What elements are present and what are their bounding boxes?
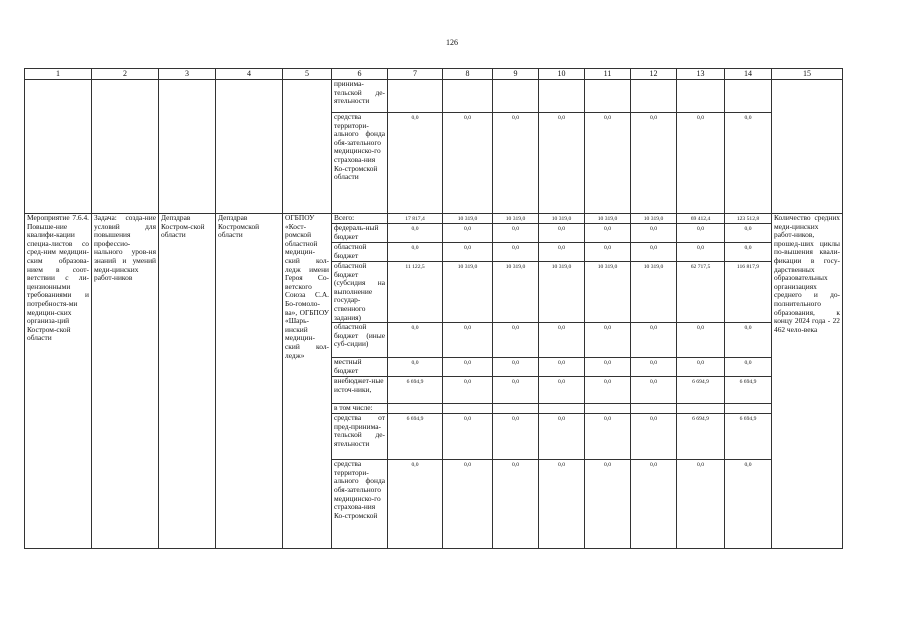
- amount-cell: 0,0: [493, 358, 539, 377]
- amount-cell: 0,0: [493, 414, 539, 460]
- amount-cell: 0,0: [725, 358, 772, 377]
- empty-cell: [25, 80, 92, 214]
- amount-cell: [539, 404, 585, 414]
- amount-cell: 116 817,9: [725, 262, 772, 323]
- funding-source-label: средства от пред-принима-тельской де-ятельности: [332, 414, 388, 460]
- participants: ОГБПОУ «Кост-ромской областной медицин-ский кол-ледж имени Героя Со-ветского Союза С.А. Бо-гомоло-ва», ОГБПОУ «Шарь-инский медицин-ский кол-ледж»: [283, 214, 332, 549]
- amount-cell: 0,0: [443, 224, 493, 243]
- amount-cell: 6 694,9: [388, 377, 443, 404]
- funding-source-label: областной бюджет (субсидия на выполнение госудаp-ственного задания): [332, 262, 388, 323]
- empty-cell: [216, 80, 283, 214]
- amount-cell: 0,0: [493, 113, 539, 214]
- amount-cell: 0,0: [539, 414, 585, 460]
- amount-cell: [677, 80, 725, 113]
- funding-source-label: средства территори-ального фонда обя-зательного медицинско-го страхова-ния Ко-стромской: [332, 460, 388, 549]
- table-row: [25, 214, 843, 224]
- amount-cell: 10 319,0: [631, 214, 677, 224]
- amount-cell: 0,0: [631, 243, 677, 262]
- amount-cell: 0,0: [631, 358, 677, 377]
- amount-cell: 0,0: [443, 414, 493, 460]
- amount-cell: [725, 80, 772, 113]
- amount-cell: 10 319,0: [443, 214, 493, 224]
- amount-cell: 0,0: [443, 377, 493, 404]
- amount-cell: 0,0: [725, 243, 772, 262]
- amount-cell: [725, 404, 772, 414]
- amount-cell: 0,0: [631, 460, 677, 549]
- empty-cell: [283, 80, 332, 214]
- funding-table: [24, 68, 843, 549]
- amount-cell: 0,0: [585, 323, 631, 358]
- amount-cell: 10 319,0: [631, 262, 677, 323]
- amount-cell: 0,0: [725, 113, 772, 214]
- amount-cell: [493, 80, 539, 113]
- amount-cell: 0,0: [631, 224, 677, 243]
- empty-cell: [92, 80, 159, 214]
- col-number: 3: [159, 69, 216, 80]
- amount-cell: 0,0: [539, 224, 585, 243]
- amount-cell: 0,0: [388, 358, 443, 377]
- amount-cell: 6 694,9: [725, 377, 772, 404]
- amount-cell: 0,0: [539, 460, 585, 549]
- col-number: 12: [631, 69, 677, 80]
- empty-cell: [159, 80, 216, 214]
- col-number: 4: [216, 69, 283, 80]
- amount-cell: 0,0: [443, 323, 493, 358]
- funding-source-label: местный бюджет: [332, 358, 388, 377]
- funding-source-label: Всего:: [332, 214, 388, 224]
- amount-cell: [443, 80, 493, 113]
- amount-cell: 0,0: [443, 113, 493, 214]
- amount-cell: 0,0: [585, 243, 631, 262]
- funding-source-label: внебюджет-ные источ-ники,: [332, 377, 388, 404]
- col-number: 8: [443, 69, 493, 80]
- amount-cell: 0,0: [388, 243, 443, 262]
- coordinator: Депздрав Костром-ской области: [159, 214, 216, 549]
- amount-cell: [677, 404, 725, 414]
- amount-cell: 69 412,4: [677, 214, 725, 224]
- amount-cell: 6 694,9: [388, 414, 443, 460]
- amount-cell: [388, 80, 443, 113]
- col-number: 10: [539, 69, 585, 80]
- amount-cell: 0,0: [493, 323, 539, 358]
- amount-cell: 0,0: [493, 460, 539, 549]
- col-number: 1: [25, 69, 92, 80]
- funding-source-label: федераль-ный бюджет: [332, 224, 388, 243]
- amount-cell: 0,0: [725, 323, 772, 358]
- table-row: [25, 80, 843, 113]
- col-number: 13: [677, 69, 725, 80]
- amount-cell: 0,0: [631, 377, 677, 404]
- amount-cell: 0,0: [493, 377, 539, 404]
- funding-source-label: областной бюджет: [332, 243, 388, 262]
- amount-cell: 0,0: [493, 224, 539, 243]
- amount-cell: 0,0: [725, 460, 772, 549]
- funding-source-label: областной бюджет (иные суб-сидии): [332, 323, 388, 358]
- amount-cell: [585, 80, 631, 113]
- amount-cell: 0,0: [539, 323, 585, 358]
- amount-cell: 0,0: [585, 460, 631, 549]
- amount-cell: [631, 404, 677, 414]
- amount-cell: 0,0: [388, 460, 443, 549]
- amount-cell: [493, 404, 539, 414]
- col-number: 14: [725, 69, 772, 80]
- funding-source-label: принима-тельской де-ятельности: [332, 80, 388, 113]
- col-number: 2: [92, 69, 159, 80]
- amount-cell: 10 319,0: [539, 262, 585, 323]
- col-number: 6: [332, 69, 388, 80]
- amount-cell: 0,0: [539, 377, 585, 404]
- amount-cell: 0,0: [585, 377, 631, 404]
- amount-cell: 0,0: [585, 358, 631, 377]
- target-indicator: Количество средних меди-цинских работ-ников, прошед-ших циклы по-вышения квали-фикации в госу-дарственных образовательных организациях среднего и до-полнительного образования, к концу 2024 года - 22 462 чело-века: [772, 214, 843, 549]
- amount-cell: 0,0: [388, 113, 443, 214]
- amount-cell: 0,0: [677, 243, 725, 262]
- amount-cell: [388, 404, 443, 414]
- amount-cell: 10 319,0: [493, 214, 539, 224]
- amount-cell: 6 694,9: [677, 414, 725, 460]
- amount-cell: 0,0: [631, 113, 677, 214]
- amount-cell: 0,0: [631, 323, 677, 358]
- amount-cell: 0,0: [631, 414, 677, 460]
- amount-cell: 0,0: [443, 460, 493, 549]
- col-number: 7: [388, 69, 443, 80]
- funding-source-label: в том числе:: [332, 404, 388, 414]
- amount-cell: 0,0: [585, 113, 631, 214]
- task-description: Задача: созда-ние условий для повышения профессио-нального уров-ня знаний и умений меди-цинских работ-ников: [92, 214, 159, 549]
- amount-cell: 0,0: [539, 113, 585, 214]
- col-number: 15: [772, 69, 843, 80]
- amount-cell: 0,0: [539, 243, 585, 262]
- col-number: 5: [283, 69, 332, 80]
- responsible-executor: Депздрав Костромской области: [216, 214, 283, 549]
- amount-cell: 17 817,4: [388, 214, 443, 224]
- amount-cell: [631, 80, 677, 113]
- amount-cell: 6 694,9: [677, 377, 725, 404]
- amount-cell: [585, 404, 631, 414]
- amount-cell: 0,0: [585, 224, 631, 243]
- amount-cell: 0,0: [725, 224, 772, 243]
- amount-cell: 6 694,9: [725, 414, 772, 460]
- col-number: 9: [493, 69, 539, 80]
- column-number-row: [25, 69, 843, 80]
- amount-cell: 10 319,0: [585, 262, 631, 323]
- amount-cell: 62 717,5: [677, 262, 725, 323]
- amount-cell: 0,0: [677, 224, 725, 243]
- amount-cell: 10 319,0: [493, 262, 539, 323]
- amount-cell: 0,0: [585, 414, 631, 460]
- amount-cell: 0,0: [539, 358, 585, 377]
- amount-cell: 10 319,0: [585, 214, 631, 224]
- amount-cell: 0,0: [677, 460, 725, 549]
- amount-cell: 0,0: [677, 358, 725, 377]
- amount-cell: 0,0: [443, 358, 493, 377]
- amount-cell: [539, 80, 585, 113]
- amount-cell: 0,0: [388, 323, 443, 358]
- amount-cell: [443, 404, 493, 414]
- amount-cell: 0,0: [388, 224, 443, 243]
- col-number: 11: [585, 69, 631, 80]
- measure-title: Мероприятие 7.6.4. Повыше-ние квалифи-кации специа-листов со сред-ним медицин-ским образова-нием в соот-ветствии с ли-цензионными требованиями и потребностя-ми медицин-ских организа-ций Костром-ской области: [25, 214, 92, 549]
- amount-cell: 0,0: [493, 243, 539, 262]
- amount-cell: 10 319,0: [443, 262, 493, 323]
- amount-cell: 0,0: [443, 243, 493, 262]
- page-number: 126: [446, 38, 458, 47]
- amount-cell: 123 512,8: [725, 214, 772, 224]
- funding-source-label: средства территори-ального фонда обя-зательного медицинско-го страхова-ния Ко-стромской области: [332, 113, 388, 214]
- amount-cell: 10 319,0: [539, 214, 585, 224]
- amount-cell: 0,0: [677, 113, 725, 214]
- amount-cell: 11 122,5: [388, 262, 443, 323]
- amount-cell: 0,0: [677, 323, 725, 358]
- empty-cell: [772, 80, 843, 214]
